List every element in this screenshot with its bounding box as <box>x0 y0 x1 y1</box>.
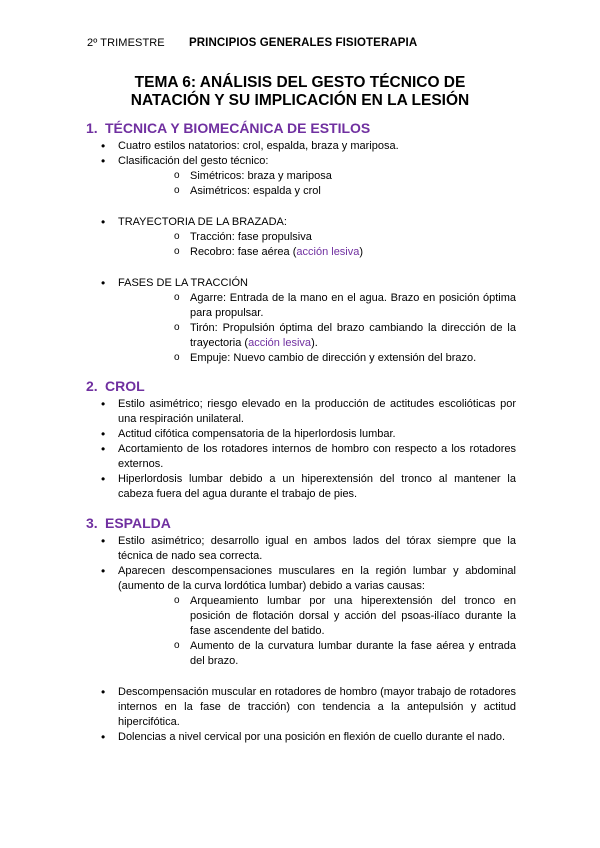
document-body <box>86 117 516 745</box>
list-item <box>86 276 516 366</box>
list-item: • Actitud cifótica compensatoria de la hiperlordosis lumbar. <box>86 427 516 442</box>
list-item: • Descompensación muscular en rotadores de hombro (mayor trabajo de rotadores internos en la fase de tracción) con tendencia a la antepulsión y actitud hipercifótica. <box>86 685 516 730</box>
sub-list-item-text: ) <box>359 246 364 258</box>
header-term: 2º TRIMESTRE <box>87 37 165 49</box>
sub-list-item-text: Tirón: Propulsión óptima del brazo cambiando la dirección de la trayectoria ( <box>190 322 516 349</box>
list-item: • Acortamiento de los rotadores internos de hombro con respecto a los rotadores externos. <box>86 442 516 472</box>
sub-list-item: o Simétricos: braza y mariposa <box>118 169 516 184</box>
list-item: • Hiperlordosis lumbar debido a un hiperextensión del tronco al mantener la cabeza fuera del agua durante el trabajo de pies. <box>86 472 516 502</box>
list-item-text: TRAYECTORIA DE LA BRAZADA: <box>118 216 287 228</box>
list-item: • Cuatro estilos natatorios: crol, espalda, braza y mariposa. <box>86 139 516 154</box>
page-title <box>0 74 600 110</box>
sub-list-item: o Aumento de la curvatura lumbar durante la fase aérea y entrada del brazo. <box>118 639 516 669</box>
sub-list <box>118 169 516 199</box>
section-1-list-b <box>86 215 516 260</box>
list-item: • Estilo asimétrico; desarrollo igual en ambos lados del tórax siempre que la técnica de nado sea correcta. <box>86 534 516 564</box>
section-1-list-c <box>86 276 516 366</box>
sub-list-item <box>118 321 516 351</box>
list-item-text: Aparecen descompensaciones musculares en la región lumbar y abdominal (aumento de la curva lordótica lumbar) debido a varias causas: <box>118 565 516 592</box>
sub-list-item <box>118 245 516 260</box>
list-item <box>86 215 516 260</box>
section-1-list <box>86 139 516 199</box>
section-2-list <box>86 397 516 502</box>
sub-list-item: o Empuje: Nuevo cambio de dirección y extensión del brazo. <box>118 351 516 366</box>
section-3-list-b <box>86 685 516 745</box>
list-item: • Estilo asimétrico; riesgo elevado en la producción de actitudes escolióticas por una respiración unilateral. <box>86 397 516 427</box>
list-item <box>86 564 516 669</box>
title-line-1: TEMA 6: ANÁLISIS DEL GESTO TÉCNICO DE <box>134 74 466 91</box>
section-title: TÉCNICA Y BIOMECÁNICA DE ESTILOS <box>105 120 371 136</box>
lesive-action-highlight: acción lesiva <box>296 246 360 258</box>
section-heading-crol <box>86 378 516 395</box>
section-number: 1. <box>86 120 98 136</box>
sub-list <box>118 594 516 669</box>
section-heading-espalda <box>86 515 516 532</box>
sub-list-item: o Tracción: fase propulsiva <box>118 230 516 245</box>
list-item-text: Clasificación del gesto técnico: <box>118 155 269 167</box>
sub-list-item: o Arqueamiento lumbar por una hiperextensión del tronco en posición de flotación dorsal y acción del psoas-ilíaco durante la fase ascendente del batido. <box>118 594 516 639</box>
section-title: CROL <box>105 378 145 394</box>
list-item-text: FASES DE LA TRACCIÓN <box>118 277 249 289</box>
sub-list-item: o Agarre: Entrada de la mano en el agua. Brazo en posición óptima para propulsar. <box>118 291 516 321</box>
sub-list <box>118 230 516 260</box>
section-number: 3. <box>86 515 98 531</box>
title-line-2: NATACIÓN Y SU IMPLICACIÓN EN LA LESIÓN <box>130 92 470 109</box>
list-item <box>86 154 516 199</box>
section-number: 2. <box>86 378 98 394</box>
list-item: • Dolencias a nivel cervical por una posición en flexión de cuello durante el nado. <box>86 730 516 745</box>
sub-list-item: o Asimétricos: espalda y crol <box>118 184 516 199</box>
sub-list-item-text: ). <box>311 337 318 349</box>
lesive-action-highlight: acción lesiva <box>248 337 312 349</box>
header-subject: PRINCIPIOS GENERALES FISIOTERAPIA <box>189 37 418 49</box>
section-3-list <box>86 534 516 669</box>
sub-list-item-text: Recobro: fase aérea ( <box>190 246 297 258</box>
sub-list <box>118 291 516 366</box>
section-heading-tecnica <box>86 120 516 137</box>
section-title: ESPALDA <box>105 515 171 531</box>
